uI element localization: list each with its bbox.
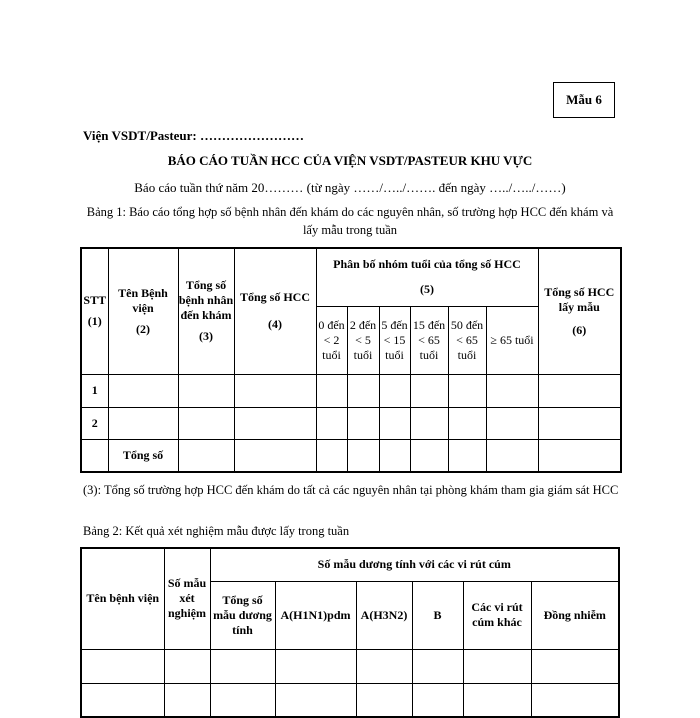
t2-header-coinfection: Đồng nhiễm — [531, 581, 619, 649]
form-code-box — [553, 82, 615, 118]
footnote: (3): Tổng số trường hợp HCC đến khám do tất cả các nguyên nhân tại phòng khám tham gia giám sát HCC — [83, 483, 619, 497]
t1-age-band: 50 đến < 65 tuổi — [448, 306, 486, 374]
t1-row-number: 2 — [81, 407, 108, 439]
t1-age-band: ≥ 65 tuổi — [486, 306, 538, 374]
t2-header-total-positive: Tổng số mẫu dương tính — [210, 581, 275, 649]
t2-header-other: Các vi rút cúm khác — [463, 581, 531, 649]
t2-header-h1n1: A(H1N1)pdm — [275, 581, 356, 649]
table1-caption: Bảng 1: Báo cáo tổng hợp số bệnh nhân đến khám do các nguyên nhân, số trường hợp HCC đến khám và lấy mẫu trong tuần — [86, 205, 614, 237]
report-period: Báo cáo tuần thứ năm 20……… (từ ngày ……/…../……. đến ngày …../…../……) — [134, 180, 566, 195]
t1-age-band: 5 đến < 15 tuổi — [379, 306, 410, 374]
table-row — [81, 649, 619, 683]
t1-header-total-patients: Tổng số bệnh nhân đến khám (3) — [178, 248, 234, 374]
t1-total-label: Tổng số — [108, 439, 178, 472]
t1-header-total-hcc: Tổng số HCC (4) — [234, 248, 316, 374]
table-row — [81, 407, 621, 439]
t2-header-h3n2: A(H3N2) — [356, 581, 412, 649]
t1-header-age-group: Phân bố nhóm tuổi của tổng số HCC (5) — [316, 248, 538, 306]
t1-header-hospital: Tên Bệnh viện (2) — [108, 248, 178, 374]
t1-age-band: 0 đến < 2 tuổi — [316, 306, 347, 374]
form-code: Mẫu 6 — [566, 92, 602, 107]
table-row — [81, 374, 621, 407]
t1-row-number: 1 — [81, 374, 108, 407]
report-title: BÁO CÁO TUẦN HCC CỦA VIỆN VSDT/PASTEUR KHU VỰC — [167, 153, 533, 168]
t2-header-tested: Số mẫu xét nghiệm — [164, 548, 210, 649]
t2-header-b: B — [412, 581, 463, 649]
table2-caption: Bảng 2: Kết quả xét nghiệm mẫu được lấy trong tuần — [83, 524, 350, 538]
table1 — [80, 247, 622, 473]
table-row — [81, 439, 621, 472]
t1-age-band: 15 đến < 65 tuổi — [410, 306, 448, 374]
t1-header-stt: STT (1) — [81, 248, 108, 374]
t2-header-positive-group: Số mẫu dương tính với các vi rút cúm — [210, 548, 619, 581]
table-row — [81, 683, 619, 717]
t1-header-sampled: Tổng số HCC lấy mẫu (6) — [538, 248, 621, 374]
table2 — [80, 547, 620, 718]
institute-line: Viện VSDT/Pasteur: …………………… — [83, 128, 304, 143]
t1-age-band: 2 đến < 5 tuổi — [347, 306, 379, 374]
t2-header-hospital: Tên bệnh viện — [81, 548, 164, 649]
